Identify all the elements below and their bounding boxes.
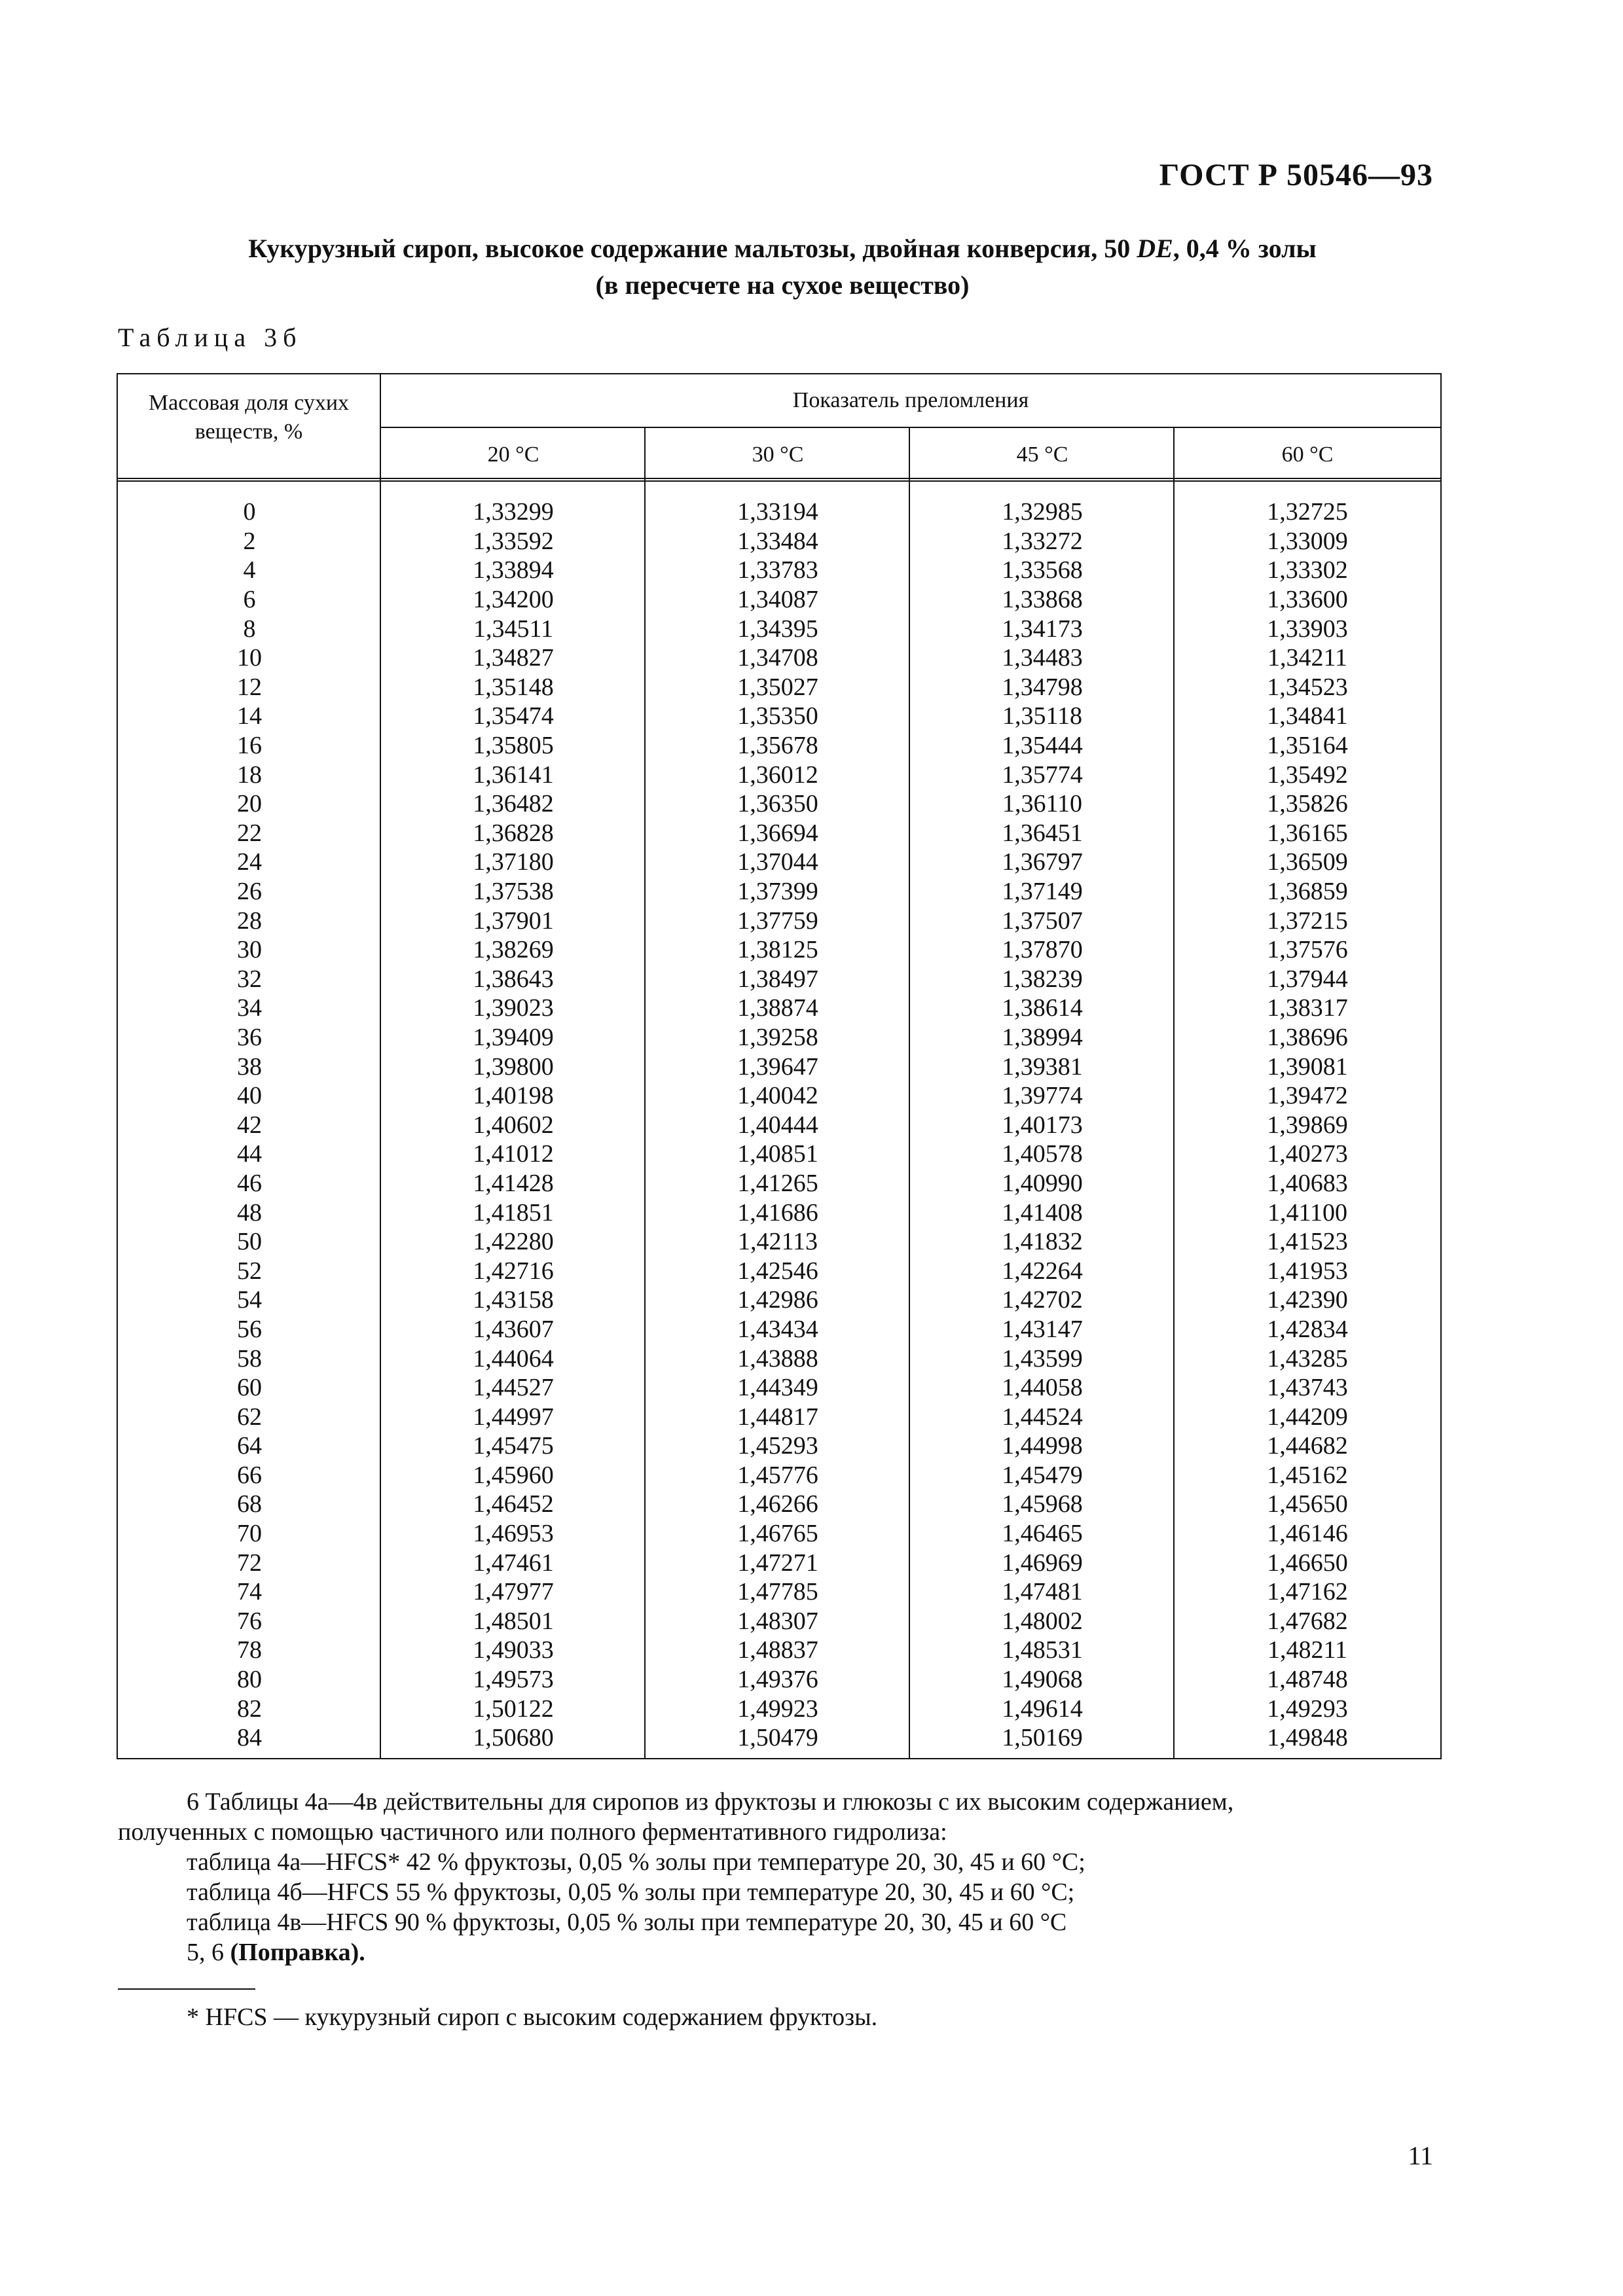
- mass-fraction-cell: 6: [243, 586, 256, 614]
- mass-fraction-cell: 0: [243, 498, 256, 526]
- mass-fraction-cell: 70: [237, 1520, 262, 1548]
- mass-fraction-cell: 34: [237, 994, 262, 1022]
- refraction-cell: 1,38643: [473, 965, 554, 993]
- refraction-cell: 1,41428: [473, 1169, 554, 1197]
- refraction-cell: 1,39381: [1002, 1052, 1083, 1081]
- refraction-cell: 1,35492: [1267, 761, 1348, 789]
- refraction-cell: 1,47682: [1267, 1607, 1348, 1635]
- refraction-cell: 1,36797: [1002, 848, 1083, 876]
- refraction-cell: 1,47785: [737, 1578, 818, 1606]
- refraction-cell: 1,39023: [473, 994, 554, 1022]
- refraction-cell: 1,40273: [1267, 1140, 1348, 1168]
- refraction-cell: 1,38269: [473, 936, 554, 964]
- refraction-cell: 1,40990: [1002, 1169, 1083, 1197]
- refraction-cell: 1,38125: [737, 936, 818, 964]
- table-row: [118, 1110, 1440, 1139]
- refraction-cell: 1,39774: [1002, 1082, 1083, 1110]
- mass-fraction-cell: 22: [237, 819, 262, 847]
- refraction-cell: 1,43888: [737, 1344, 818, 1372]
- refraction-cell: 1,44524: [1002, 1403, 1083, 1431]
- refraction-cell: 1,39800: [473, 1052, 554, 1081]
- refraction-cell: 1,40578: [1002, 1140, 1083, 1168]
- mass-fraction-cell: 36: [237, 1023, 262, 1051]
- refraction-cell: 1,33009: [1267, 527, 1348, 555]
- table-row: [118, 1636, 1440, 1665]
- refraction-cell: 1,43285: [1267, 1344, 1348, 1372]
- refraction-cell: 1,45162: [1267, 1461, 1348, 1489]
- refraction-cell: 1,45293: [737, 1432, 818, 1460]
- mass-fraction-cell: 20: [237, 790, 262, 818]
- title-line-2: (в пересчете на сухое вещество): [595, 270, 970, 300]
- refraction-cell: 1,42280: [473, 1228, 554, 1256]
- mass-fraction-cell: 48: [237, 1198, 262, 1227]
- amendment-note: 5, 6 (Поправка).: [187, 1939, 365, 1966]
- table-label: Таблица 3б: [118, 323, 302, 352]
- header-col-60: 60 °C: [1281, 442, 1334, 467]
- mass-fraction-cell: 78: [237, 1636, 262, 1664]
- refraction-cell: 1,46765: [737, 1520, 818, 1548]
- refraction-cell: 1,50680: [473, 1724, 554, 1752]
- refraction-cell: 1,37870: [1002, 936, 1083, 964]
- table-row: [118, 614, 1440, 643]
- footnote-rule: [118, 1988, 255, 1990]
- table-row: [118, 994, 1440, 1023]
- refraction-cell: 1,45776: [737, 1461, 818, 1489]
- note-paragraph-cont: полученных с помощью частичного или полного ферментативного гидролиза:: [118, 1818, 947, 1846]
- mass-fraction-cell: 54: [237, 1286, 262, 1314]
- table-row: [118, 1402, 1440, 1431]
- refraction-cell: 1,41408: [1002, 1198, 1083, 1227]
- refraction-cell: 1,34523: [1267, 673, 1348, 701]
- refraction-cell: 1,43158: [473, 1286, 554, 1314]
- table-row: [118, 789, 1440, 819]
- refraction-cell: 1,46146: [1267, 1520, 1348, 1548]
- header-mass-fraction: Массовая доля сухих веществ, %: [118, 374, 381, 482]
- refraction-cell: 1,38696: [1267, 1023, 1348, 1051]
- refraction-cell: 1,40173: [1002, 1111, 1083, 1139]
- refraction-cell: 1,50169: [1002, 1724, 1083, 1752]
- refraction-cell: 1,45475: [473, 1432, 554, 1460]
- mass-fraction-cell: 4: [243, 556, 256, 584]
- refraction-cell: 1,44997: [473, 1403, 554, 1431]
- refraction-cell: 1,36141: [473, 761, 554, 789]
- refraction-cell: 1,35164: [1267, 732, 1348, 760]
- refraction-cell: 1,33903: [1267, 615, 1348, 643]
- refraction-cell: 1,32725: [1267, 498, 1348, 526]
- mass-fraction-cell: 50: [237, 1228, 262, 1256]
- refraction-cell: 1,34827: [473, 644, 554, 672]
- mass-fraction-cell: 56: [237, 1315, 262, 1343]
- refraction-cell: 1,34798: [1002, 673, 1083, 701]
- refraction-cell: 1,49923: [737, 1695, 818, 1723]
- refraction-cell: 1,36350: [737, 790, 818, 818]
- document-code: ГОСТ Р 50546—93: [1159, 158, 1433, 192]
- refraction-cell: 1,34395: [737, 615, 818, 643]
- table-row: [118, 527, 1440, 556]
- refraction-cell: 1,48211: [1267, 1636, 1348, 1664]
- mass-fraction-cell: 46: [237, 1169, 262, 1197]
- refraction-cell: 1,35678: [737, 732, 818, 760]
- refraction-cell: 1,47977: [473, 1578, 554, 1606]
- refraction-cell: 1,36509: [1267, 848, 1348, 876]
- refraction-cell: 1,39869: [1267, 1111, 1348, 1139]
- table-row: [118, 760, 1440, 789]
- mass-fraction-cell: 80: [237, 1666, 262, 1694]
- table-row: [118, 1548, 1440, 1577]
- refraction-cell: 1,35027: [737, 673, 818, 701]
- table-row: [118, 1169, 1440, 1198]
- refraction-cell: 1,37399: [737, 878, 818, 906]
- refraction-cell: 1,46650: [1267, 1549, 1348, 1577]
- refraction-cell: 1,33600: [1267, 586, 1348, 614]
- refraction-cell: 1,49033: [473, 1636, 554, 1664]
- refraction-cell: 1,48501: [473, 1607, 554, 1635]
- refraction-cell: 1,37507: [1002, 906, 1083, 935]
- refraction-cell: 1,35805: [473, 732, 554, 760]
- table-row: [118, 1490, 1440, 1519]
- mass-fraction-cell: 52: [237, 1257, 262, 1285]
- refraction-cell: 1,42716: [473, 1257, 554, 1285]
- refraction-cell: 1,42702: [1002, 1286, 1083, 1314]
- refraction-cell: 1,35148: [473, 673, 554, 701]
- refraction-cell: 1,40683: [1267, 1169, 1348, 1197]
- table-row: [118, 1723, 1440, 1753]
- table-title: [118, 230, 1447, 304]
- table-row: [118, 1577, 1440, 1607]
- mass-fraction-cell: 60: [237, 1374, 262, 1402]
- table-row: [118, 1227, 1440, 1257]
- refraction-cell: 1,42113: [737, 1228, 818, 1256]
- refraction-cell: 1,41523: [1267, 1228, 1348, 1256]
- refraction-cell: 1,49848: [1267, 1724, 1348, 1752]
- table-row: [118, 1607, 1440, 1636]
- refraction-cell: 1,49068: [1002, 1666, 1083, 1694]
- refraction-cell: 1,45479: [1002, 1461, 1083, 1489]
- note-item-4b: таблица 4б—HFCS 55 % фруктозы, 0,05 % золы при температуре 20, 30, 45 и 60 °С;: [187, 1878, 1075, 1906]
- table-row: [118, 1431, 1440, 1461]
- note-paragraph: 6 Таблицы 4а—4в действительны для сиропов из фруктозы и глюкозы с их высоким содержанием,: [187, 1788, 1234, 1816]
- refraction-cell: 1,39258: [737, 1023, 818, 1051]
- refraction-cell: 1,48002: [1002, 1607, 1083, 1635]
- table-row: [118, 1081, 1440, 1111]
- refraction-cell: 1,33568: [1002, 556, 1083, 584]
- refraction-cell: 1,38497: [737, 965, 818, 993]
- mass-fraction-cell: 64: [237, 1432, 262, 1460]
- refraction-cell: 1,42390: [1267, 1286, 1348, 1314]
- notes: [118, 1787, 1447, 1967]
- refraction-cell: 1,36165: [1267, 819, 1348, 847]
- refraction-cell: 1,46465: [1002, 1520, 1083, 1548]
- refraction-cell: 1,44817: [737, 1403, 818, 1431]
- table-row: [118, 585, 1440, 615]
- mass-fraction-cell: 26: [237, 878, 262, 906]
- refraction-cell: 1,35350: [737, 702, 818, 730]
- refraction-cell: 1,41012: [473, 1140, 554, 1168]
- refraction-cell: 1,34087: [737, 586, 818, 614]
- refraction-cell: 1,45960: [473, 1461, 554, 1489]
- refraction-cell: 1,37901: [473, 906, 554, 935]
- refraction-cell: 1,38994: [1002, 1023, 1083, 1051]
- refraction-cell: 1,48748: [1267, 1666, 1348, 1694]
- mass-fraction-cell: 10: [237, 644, 262, 672]
- header-divider: [118, 478, 1440, 482]
- mass-fraction-cell: 42: [237, 1111, 262, 1139]
- refraction-cell: 1,36694: [737, 819, 818, 847]
- refraction-cell: 1,46266: [737, 1490, 818, 1518]
- refraction-cell: 1,36859: [1267, 878, 1348, 906]
- refraction-cell: 1,33868: [1002, 586, 1083, 614]
- refraction-cell: 1,33783: [737, 556, 818, 584]
- refraction-cell: 1,39081: [1267, 1052, 1348, 1081]
- table-row: [118, 731, 1440, 761]
- table-row: [118, 906, 1440, 935]
- table-row: [118, 877, 1440, 906]
- refraction-cell: 1,48531: [1002, 1636, 1083, 1664]
- refraction-cell: 1,50122: [473, 1695, 554, 1723]
- table-row: [118, 1198, 1440, 1227]
- refraction-cell: 1,43743: [1267, 1374, 1348, 1402]
- table-row: [118, 1344, 1440, 1373]
- refraction-cell: 1,43147: [1002, 1315, 1083, 1343]
- table-body: [118, 497, 1440, 1753]
- table-row: [118, 1519, 1440, 1549]
- table-row: [118, 1052, 1440, 1081]
- mass-fraction-cell: 14: [237, 702, 262, 730]
- refraction-cell: 1,35444: [1002, 732, 1083, 760]
- refraction-cell: 1,42264: [1002, 1257, 1083, 1285]
- refraction-cell: 1,34211: [1267, 644, 1348, 672]
- refraction-cell: 1,46953: [473, 1520, 554, 1548]
- mass-fraction-cell: 38: [237, 1052, 262, 1081]
- refraction-cell: 1,39409: [473, 1023, 554, 1051]
- mass-fraction-cell: 8: [243, 615, 256, 643]
- refraction-cell: 1,36482: [473, 790, 554, 818]
- refraction-cell: 1,44998: [1002, 1432, 1083, 1460]
- refraction-cell: 1,35826: [1267, 790, 1348, 818]
- table-row: [118, 1373, 1440, 1403]
- mass-fraction-cell: 72: [237, 1549, 262, 1577]
- refraction-cell: 1,32985: [1002, 498, 1083, 526]
- mass-fraction-cell: 32: [237, 965, 262, 993]
- mass-fraction-cell: 76: [237, 1607, 262, 1635]
- refraction-cell: 1,33194: [737, 498, 818, 526]
- refraction-cell: 1,33592: [473, 527, 554, 555]
- refraction-cell: 1,42546: [737, 1257, 818, 1285]
- refraction-cell: 1,36451: [1002, 819, 1083, 847]
- header-col-45: 45 °C: [1016, 442, 1068, 467]
- table-row: [118, 1139, 1440, 1169]
- refraction-cell: 1,34200: [473, 586, 554, 614]
- refraction-cell: 1,42986: [737, 1286, 818, 1314]
- refraction-cell: 1,41265: [737, 1169, 818, 1197]
- mass-fraction-cell: 44: [237, 1140, 262, 1168]
- refraction-cell: 1,40851: [737, 1140, 818, 1168]
- refraction-cell: 1,47461: [473, 1549, 554, 1577]
- refraction-cell: 1,41686: [737, 1198, 818, 1227]
- refraction-cell: 1,48837: [737, 1636, 818, 1664]
- table-row: [118, 1256, 1440, 1285]
- refraction-cell: 1,47271: [737, 1549, 818, 1577]
- refraction-cell: 1,36828: [473, 819, 554, 847]
- table-row: [118, 673, 1440, 702]
- mass-fraction-cell: 40: [237, 1082, 262, 1110]
- mass-fraction-cell: 30: [237, 936, 262, 964]
- refraction-cell: 1,36110: [1002, 790, 1083, 818]
- refraction-cell: 1,37576: [1267, 936, 1348, 964]
- mass-fraction-cell: 2: [243, 527, 256, 555]
- refraction-cell: 1,33302: [1267, 556, 1348, 584]
- refraction-cell: 1,34841: [1267, 702, 1348, 730]
- refraction-cell: 1,44064: [473, 1344, 554, 1372]
- table-row: [118, 1285, 1440, 1315]
- refraction-cell: 1,40198: [473, 1082, 554, 1110]
- refraction-cell: 1,49376: [737, 1666, 818, 1694]
- title-line-1: Кукурузный сироп, высокое содержание мальтозы, двойная конверсия, 50 DE, 0,4 % золы: [248, 234, 1317, 263]
- mass-fraction-cell: 24: [237, 848, 262, 876]
- mass-fraction-cell: 28: [237, 906, 262, 935]
- table-row: [118, 497, 1440, 527]
- refraction-cell: 1,46969: [1002, 1549, 1083, 1577]
- refraction-cell: 1,33894: [473, 556, 554, 584]
- refraction-cell: 1,33299: [473, 498, 554, 526]
- refraction-cell: 1,37538: [473, 878, 554, 906]
- refraction-cell: 1,50479: [737, 1724, 818, 1752]
- mass-fraction-cell: 82: [237, 1695, 262, 1723]
- mass-fraction-cell: 62: [237, 1403, 262, 1431]
- refraction-cell: 1,44527: [473, 1374, 554, 1402]
- table-row: [118, 848, 1440, 877]
- mass-fraction-cell: 18: [237, 761, 262, 789]
- table-row: [118, 819, 1440, 848]
- table-row: [118, 643, 1440, 673]
- refraction-cell: 1,45968: [1002, 1490, 1083, 1518]
- refraction-cell: 1,48307: [737, 1607, 818, 1635]
- table-row: [118, 1694, 1440, 1723]
- refraction-cell: 1,36012: [737, 761, 818, 789]
- table-row: [118, 1315, 1440, 1344]
- table-row: [118, 965, 1440, 994]
- refraction-cell: 1,40042: [737, 1082, 818, 1110]
- mass-fraction-cell: 68: [237, 1490, 262, 1518]
- table-row: [118, 1461, 1440, 1490]
- table-row: [118, 1023, 1440, 1052]
- refraction-cell: 1,38874: [737, 994, 818, 1022]
- refraction-cell: 1,44349: [737, 1374, 818, 1402]
- table-row: [118, 935, 1440, 965]
- refraction-cell: 1,40602: [473, 1111, 554, 1139]
- refraction-cell: 1,38317: [1267, 994, 1348, 1022]
- refraction-cell: 1,43607: [473, 1315, 554, 1343]
- refraction-cell: 1,49573: [473, 1666, 554, 1694]
- header-col-30: 30 °C: [752, 442, 804, 467]
- refraction-cell: 1,33272: [1002, 527, 1083, 555]
- refraction-cell: 1,42834: [1267, 1315, 1348, 1343]
- refraction-cell: 1,45650: [1267, 1490, 1348, 1518]
- refraction-cell: 1,35118: [1002, 702, 1083, 730]
- refraction-cell: 1,37944: [1267, 965, 1348, 993]
- refraction-cell: 1,37759: [737, 906, 818, 935]
- refraction-cell: 1,34511: [473, 615, 554, 643]
- note-item-4c: таблица 4в—HFCS 90 % фруктозы, 0,05 % золы при температуре 20, 30, 45 и 60 °С: [187, 1909, 1067, 1936]
- refraction-cell: 1,34708: [737, 644, 818, 672]
- refraction-cell: 1,38614: [1002, 994, 1083, 1022]
- refraction-table: [117, 373, 1442, 1759]
- mass-fraction-cell: 84: [237, 1724, 262, 1752]
- refraction-cell: 1,39472: [1267, 1082, 1348, 1110]
- refraction-cell: 1,44058: [1002, 1374, 1083, 1402]
- refraction-cell: 1,47162: [1267, 1578, 1348, 1606]
- refraction-cell: 1,44682: [1267, 1432, 1348, 1460]
- mass-fraction-cell: 12: [237, 673, 262, 701]
- mass-fraction-cell: 16: [237, 732, 262, 760]
- header-refraction-index: Показатель преломления: [381, 374, 1440, 428]
- refraction-cell: 1,35474: [473, 702, 554, 730]
- refraction-cell: 1,41832: [1002, 1228, 1083, 1256]
- header-col-20: 20 °C: [487, 442, 539, 467]
- mass-fraction-cell: 74: [237, 1578, 262, 1606]
- refraction-cell: 1,41851: [473, 1198, 554, 1227]
- refraction-cell: 1,39647: [737, 1052, 818, 1081]
- refraction-cell: 1,41100: [1267, 1198, 1348, 1227]
- footnote: * HFCS — кукурузный сироп с высоким содержанием фруктозы.: [187, 2003, 878, 2031]
- mass-fraction-cell: 66: [237, 1461, 262, 1489]
- refraction-cell: 1,49614: [1002, 1695, 1083, 1723]
- refraction-cell: 1,34173: [1002, 615, 1083, 643]
- refraction-cell: 1,43599: [1002, 1344, 1083, 1372]
- refraction-cell: 1,43434: [737, 1315, 818, 1343]
- refraction-cell: 1,37149: [1002, 878, 1083, 906]
- refraction-cell: 1,41953: [1267, 1257, 1348, 1285]
- refraction-cell: 1,37180: [473, 848, 554, 876]
- refraction-cell: 1,46452: [473, 1490, 554, 1518]
- refraction-cell: 1,37215: [1267, 906, 1348, 935]
- refraction-cell: 1,37044: [737, 848, 818, 876]
- refraction-cell: 1,38239: [1002, 965, 1083, 993]
- table-row: [118, 556, 1440, 585]
- refraction-cell: 1,40444: [737, 1111, 818, 1139]
- note-item-4a: таблица 4а—HFCS* 42 % фруктозы, 0,05 % золы при температуре 20, 30, 45 и 60 °С;: [187, 1848, 1085, 1876]
- refraction-cell: 1,34483: [1002, 644, 1083, 672]
- table-row: [118, 1665, 1440, 1695]
- table-row: [118, 702, 1440, 731]
- refraction-cell: 1,33484: [737, 527, 818, 555]
- refraction-cell: 1,35774: [1002, 761, 1083, 789]
- refraction-cell: 1,44209: [1267, 1403, 1348, 1431]
- page-number: 11: [1408, 2141, 1433, 2170]
- refraction-cell: 1,49293: [1267, 1695, 1348, 1723]
- refraction-cell: 1,47481: [1002, 1578, 1083, 1606]
- mass-fraction-cell: 58: [237, 1344, 262, 1372]
